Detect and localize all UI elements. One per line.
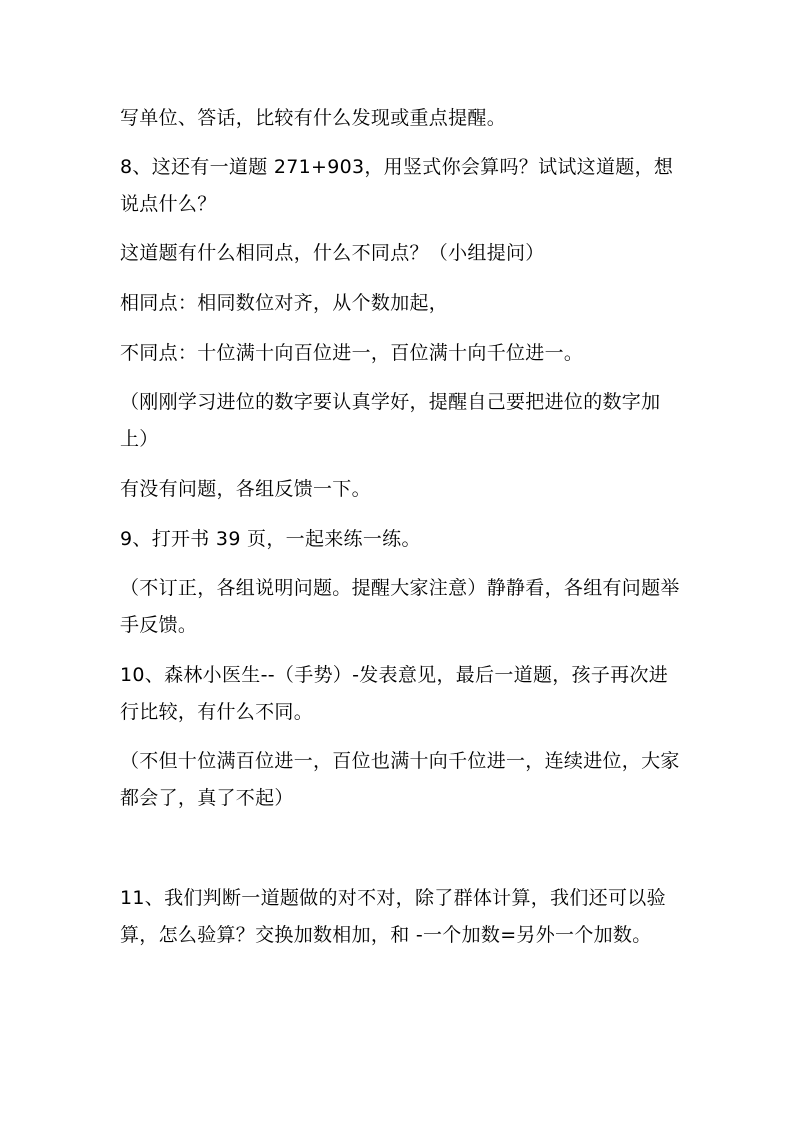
paragraph-differences: 不同点：十位满十向百位进一，百位满十向千位进一。 bbox=[120, 342, 584, 364]
paragraph-similarities: 相同点：相同数位对齐，从个数加起， bbox=[120, 292, 449, 314]
paragraph-item-9: 9、打开书 39 页，一起来练一练。 bbox=[120, 528, 421, 550]
paragraph-item-8: 8、这还有一道题 271+903，用竖式你会算吗？试试这道题，想说点什么？ bbox=[120, 156, 674, 215]
paragraph-consecutive-carry: （不但十位满百位进一，百位也满十向千位进一，连续进位，大家都会了，真了不起） bbox=[120, 750, 680, 809]
paragraph-similarities-question: 这道题有什么相同点，什么不同点？（小组提问） bbox=[120, 242, 545, 264]
paragraph-item-11: 11、我们判断一道题做的对不对，除了群体计算，我们还可以验算，怎么验算？交换加数相加，和 -一个加数=另外一个加数。 bbox=[120, 887, 666, 946]
paragraph-unit-answer: 写单位、答话，比较有什么发现或重点提醒。 bbox=[120, 107, 507, 129]
paragraph-item-10: 10、森林小医生--（手势）-发表意见，最后一道题，孩子再次进行比较，有什么不同。 bbox=[120, 664, 669, 723]
paragraph-group-feedback: 有没有问题，各组反馈一下。 bbox=[120, 478, 371, 500]
paragraph-reminder-carry: （刚刚学习进位的数字要认真学好，提醒自己要把进位的数字加上） bbox=[120, 391, 661, 450]
paragraph-no-correction: （不订正，各组说明问题。提醒大家注意）静静看，各组有问题举手反馈。 bbox=[120, 577, 680, 636]
